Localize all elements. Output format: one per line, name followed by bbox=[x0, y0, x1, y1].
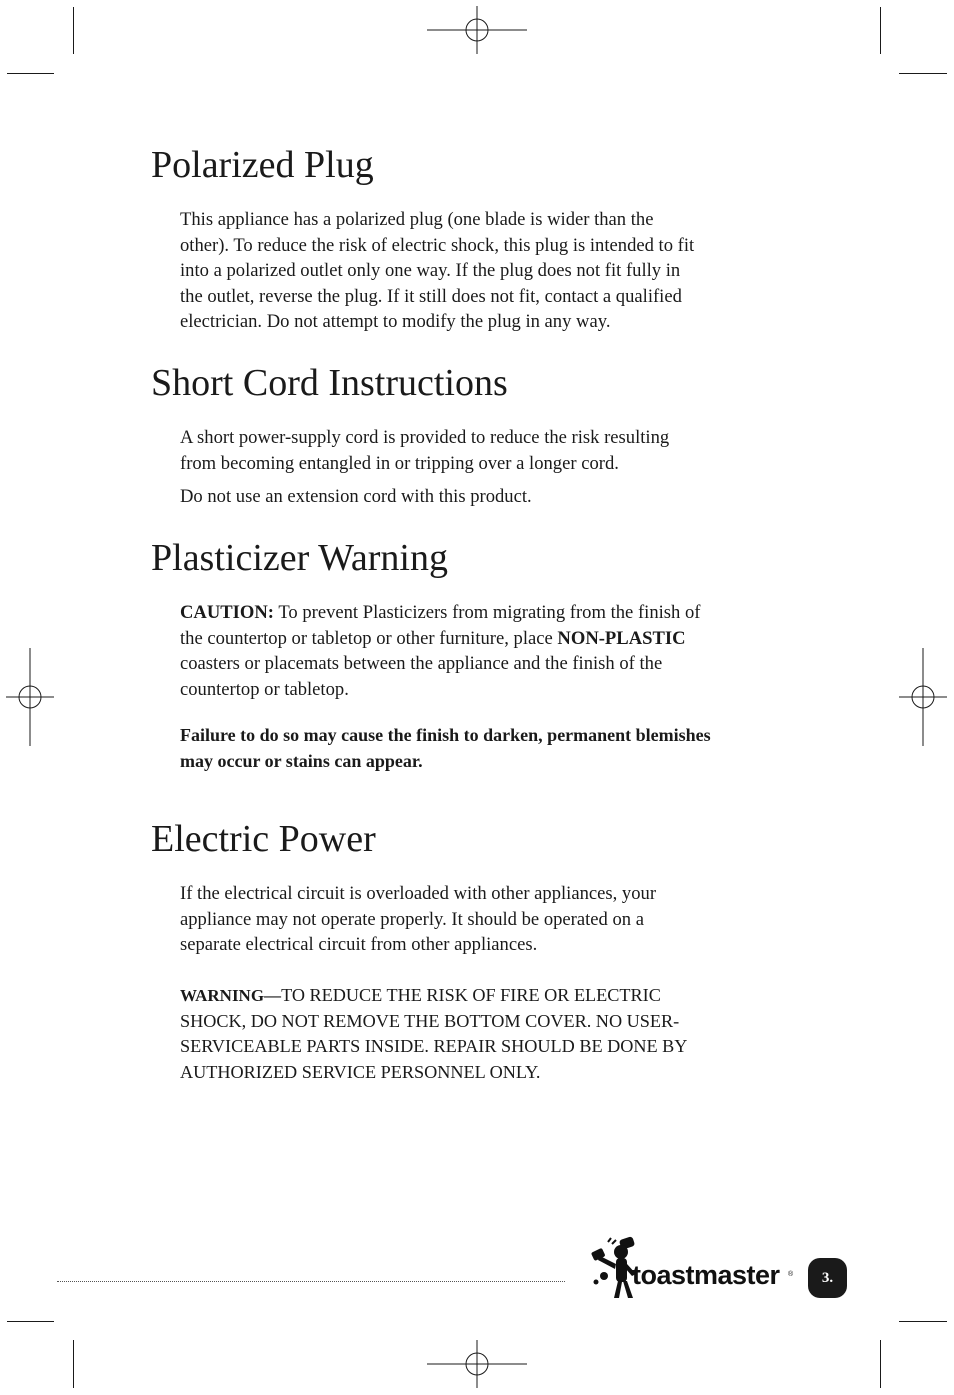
electric-power-warning bbox=[180, 983, 812, 1085]
section-title-short-cord: Short Cord Instructions bbox=[151, 362, 508, 404]
text-line: AUTHORIZED SERVICE PERSONNEL ONLY. bbox=[180, 1061, 541, 1082]
toastmaster-chef-logo-icon bbox=[590, 1236, 638, 1302]
short-cord-note: Do not use an extension cord with this product. bbox=[180, 486, 532, 507]
section-title-electric-power: Electric Power bbox=[151, 818, 376, 860]
section-title-plasticizer-warning: Plasticizer Warning bbox=[151, 537, 448, 579]
plasticizer-bold-warning bbox=[180, 723, 812, 774]
crop-mark bbox=[899, 1321, 947, 1322]
crop-mark bbox=[73, 7, 74, 54]
crop-mark bbox=[880, 7, 881, 54]
non-plastic-emphasis: NON-PLASTIC bbox=[557, 627, 686, 649]
registration-mark-icon bbox=[899, 648, 947, 746]
text-line: separate electrical circuit from other appliances. bbox=[180, 934, 538, 956]
registration-mark-icon bbox=[6, 648, 54, 746]
registered-trademark: ® bbox=[788, 1271, 794, 1278]
crop-mark bbox=[73, 1340, 74, 1388]
plasticizer-caution-paragraph bbox=[180, 600, 812, 702]
text-line: from becoming entangled in or tripping over a longer cord. bbox=[180, 452, 619, 474]
text-line bbox=[180, 626, 812, 652]
warning-label: WARNING— bbox=[180, 986, 282, 1005]
text-line: SHOCK, DO NOT REMOVE THE BOTTOM COVER. NO USER- bbox=[180, 1010, 680, 1031]
crop-mark bbox=[880, 1340, 881, 1388]
caution-text: the countertop or tabletop or other furniture, place bbox=[180, 627, 558, 649]
text-line: This appliance has a polarized plug (one blade is wider than the bbox=[180, 209, 654, 230]
text-line: electrician. Do not attempt to modify the plug in any way. bbox=[180, 311, 611, 333]
text-line bbox=[180, 983, 812, 1009]
polarized-plug-paragraph bbox=[180, 207, 812, 335]
text-line: Failure to do so may cause the finish to darken, permanent blemishes bbox=[180, 725, 711, 745]
electric-power-paragraph bbox=[180, 881, 812, 958]
caution-label: CAUTION: bbox=[180, 602, 275, 623]
text-line: A short power-supply cord is provided to reduce the risk resulting bbox=[180, 427, 670, 448]
crop-mark bbox=[7, 1321, 54, 1322]
section-title-polarized-plug: Polarized Plug bbox=[151, 144, 374, 186]
caution-text: To prevent Plasticizers from migrating from the finish of bbox=[274, 602, 701, 623]
crop-mark bbox=[899, 73, 947, 74]
registration-mark-icon bbox=[427, 6, 527, 54]
text-line: other). To reduce the risk of electric shock, this plug is intended to fit bbox=[180, 234, 695, 256]
short-cord-paragraph bbox=[180, 425, 812, 476]
warning-text: TO REDUCE THE RISK OF FIRE OR ELECTRIC bbox=[281, 985, 661, 1005]
text-line: countertop or tabletop. bbox=[180, 678, 349, 700]
text-line: appliance may not operate properly. It should be operated on a bbox=[180, 908, 644, 930]
text-line: into a polarized outlet only one way. If the plug does not fit fully in bbox=[180, 260, 681, 282]
text-line: may occur or stains can appear. bbox=[180, 750, 423, 771]
registration-mark-icon bbox=[427, 1340, 527, 1388]
text-line bbox=[180, 600, 812, 626]
brand-wordmark: toastmaster bbox=[632, 1260, 780, 1290]
text-line: SERVICEABLE PARTS INSIDE. REPAIR SHOULD BE DONE BY bbox=[180, 1036, 688, 1057]
footer-dotted-rule bbox=[57, 1281, 565, 1282]
text-line: If the electrical circuit is overloaded with other appliances, your bbox=[180, 883, 657, 904]
crop-mark bbox=[7, 73, 54, 74]
page-number-badge: 3. bbox=[808, 1258, 847, 1298]
text-line: the outlet, reverse the plug. If it still does not fit, contact a qualified bbox=[180, 285, 682, 307]
text-line: coasters or placemats between the appliance and the finish of the bbox=[180, 653, 663, 675]
